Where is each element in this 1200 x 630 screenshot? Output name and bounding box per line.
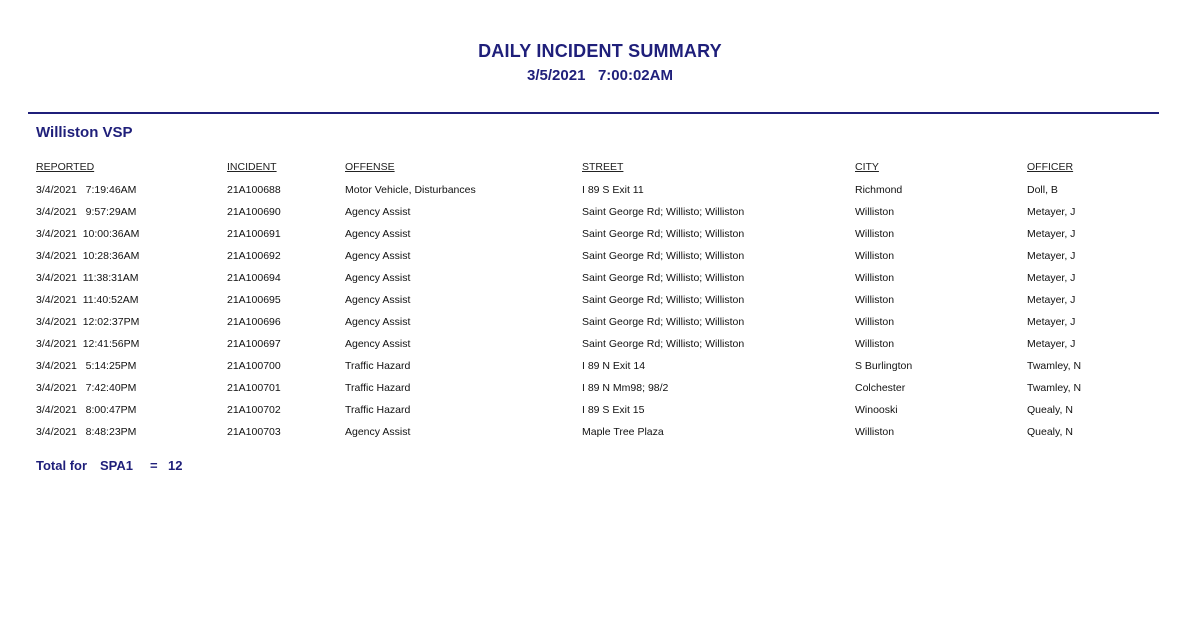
total-code: SPA1 [100,458,133,473]
cell-offense: Agency Assist [345,206,411,218]
incident-table [0,160,1200,446]
cell-street: I 89 N Mm98; 98/2 [582,382,669,394]
table-row [0,424,1200,446]
cell-incident: 21A100702 [227,404,281,416]
cell-officer: Doll, B [1027,184,1058,196]
cell-incident: 21A100690 [227,206,281,218]
cell-officer: Metayer, J [1027,294,1076,306]
cell-offense: Agency Assist [345,294,411,306]
cell-reported: 3/4/2021 7:42:40PM [36,382,137,394]
cell-offense: Traffic Hazard [345,404,411,416]
cell-street: Saint George Rd; Willisto; Williston [582,338,745,350]
table-row [0,292,1200,314]
cell-offense: Traffic Hazard [345,382,411,394]
table-row [0,402,1200,424]
cell-reported: 3/4/2021 9:57:29AM [36,206,137,218]
cell-incident: 21A100692 [227,250,281,262]
table-row [0,336,1200,358]
cell-incident: 21A100700 [227,360,281,372]
cell-offense: Agency Assist [345,316,411,328]
cell-officer: Metayer, J [1027,250,1076,262]
header-divider [28,112,1159,114]
cell-reported: 3/4/2021 11:38:31AM [36,272,139,284]
cell-incident: 21A100688 [227,184,281,196]
agency-name: Williston VSP [36,124,133,141]
column-header-street: STREET [582,161,624,173]
cell-officer: Metayer, J [1027,316,1076,328]
cell-city: Williston [855,250,895,262]
cell-offense: Agency Assist [345,338,411,350]
cell-city: S Burlington [855,360,913,372]
cell-incident: 21A100701 [227,382,281,394]
cell-officer: Twamley, N [1027,382,1082,394]
cell-officer: Quealy, N [1027,404,1073,416]
cell-reported: 3/4/2021 10:00:36AM [36,228,140,240]
cell-offense: Traffic Hazard [345,360,411,372]
cell-reported: 3/4/2021 8:00:47PM [36,404,137,416]
cell-street: Saint George Rd; Willisto; Williston [582,228,745,240]
cell-street: I 89 S Exit 15 [582,404,645,416]
cell-city: Colchester [855,382,906,394]
cell-city: Williston [855,272,895,284]
cell-city: Williston [855,294,895,306]
column-header-offense: OFFENSE [345,161,395,173]
table-row [0,248,1200,270]
table-row [0,270,1200,292]
cell-incident: 21A100694 [227,272,281,284]
column-header-incident: INCIDENT [227,161,277,173]
cell-officer: Metayer, J [1027,228,1076,240]
cell-street: Saint George Rd; Willisto; Williston [582,206,745,218]
column-header-city: CITY [855,161,879,173]
table-body [0,182,1200,446]
cell-officer: Metayer, J [1027,206,1076,218]
cell-street: Maple Tree Plaza [582,426,664,438]
cell-offense: Agency Assist [345,228,411,240]
cell-city: Williston [855,228,895,240]
cell-incident: 21A100695 [227,294,281,306]
cell-offense: Agency Assist [345,272,411,284]
cell-reported: 3/4/2021 12:41:56PM [36,338,140,350]
total-equals: = [150,458,158,473]
total-label: Total for [36,458,88,473]
cell-street: Saint George Rd; Willisto; Williston [582,316,745,328]
table-row [0,380,1200,402]
cell-reported: 3/4/2021 10:28:36AM [36,250,140,262]
report-datetime [0,67,1200,84]
cell-incident: 21A100697 [227,338,281,350]
cell-incident: 21A100696 [227,316,281,328]
column-header-officer: OFFICER [1027,161,1074,173]
table-row [0,314,1200,336]
cell-offense: Motor Vehicle, Disturbances [345,184,476,196]
cell-officer: Quealy, N [1027,426,1073,438]
cell-city: Williston [855,338,895,350]
cell-offense: Agency Assist [345,250,411,262]
cell-officer: Metayer, J [1027,338,1076,350]
cell-street: Saint George Rd; Willisto; Williston [582,250,745,262]
table-row [0,182,1200,204]
cell-street: I 89 N Exit 14 [582,360,646,372]
table-row [0,358,1200,380]
cell-officer: Twamley, N [1027,360,1082,372]
cell-city: Williston [855,426,895,438]
cell-reported: 3/4/2021 12:02:37PM [36,316,140,328]
column-header-reported: REPORTED [36,161,95,173]
cell-city: Winooski [855,404,898,416]
cell-street: Saint George Rd; Willisto; Williston [582,294,745,306]
cell-city: Williston [855,206,895,218]
total-count: 12 [168,458,183,473]
table-row [0,226,1200,248]
report-date: 3/5/2021 [527,67,586,84]
cell-reported: 3/4/2021 8:48:23PM [36,426,137,438]
table-row [0,204,1200,226]
cell-reported: 3/4/2021 5:14:25PM [36,360,137,372]
cell-incident: 21A100691 [227,228,281,240]
cell-street: I 89 S Exit 11 [582,184,644,196]
cell-offense: Agency Assist [345,426,411,438]
cell-city: Williston [855,316,895,328]
cell-city: Richmond [855,184,903,196]
table-header-row [0,160,1200,182]
cell-street: Saint George Rd; Willisto; Williston [582,272,745,284]
cell-reported: 3/4/2021 11:40:52AM [36,294,139,306]
report-time: 7:00:02AM [597,67,673,84]
report-title: DAILY INCIDENT SUMMARY [478,41,722,61]
cell-officer: Metayer, J [1027,272,1076,284]
cell-incident: 21A100703 [227,426,281,438]
cell-reported: 3/4/2021 7:19:46AM [36,184,137,196]
